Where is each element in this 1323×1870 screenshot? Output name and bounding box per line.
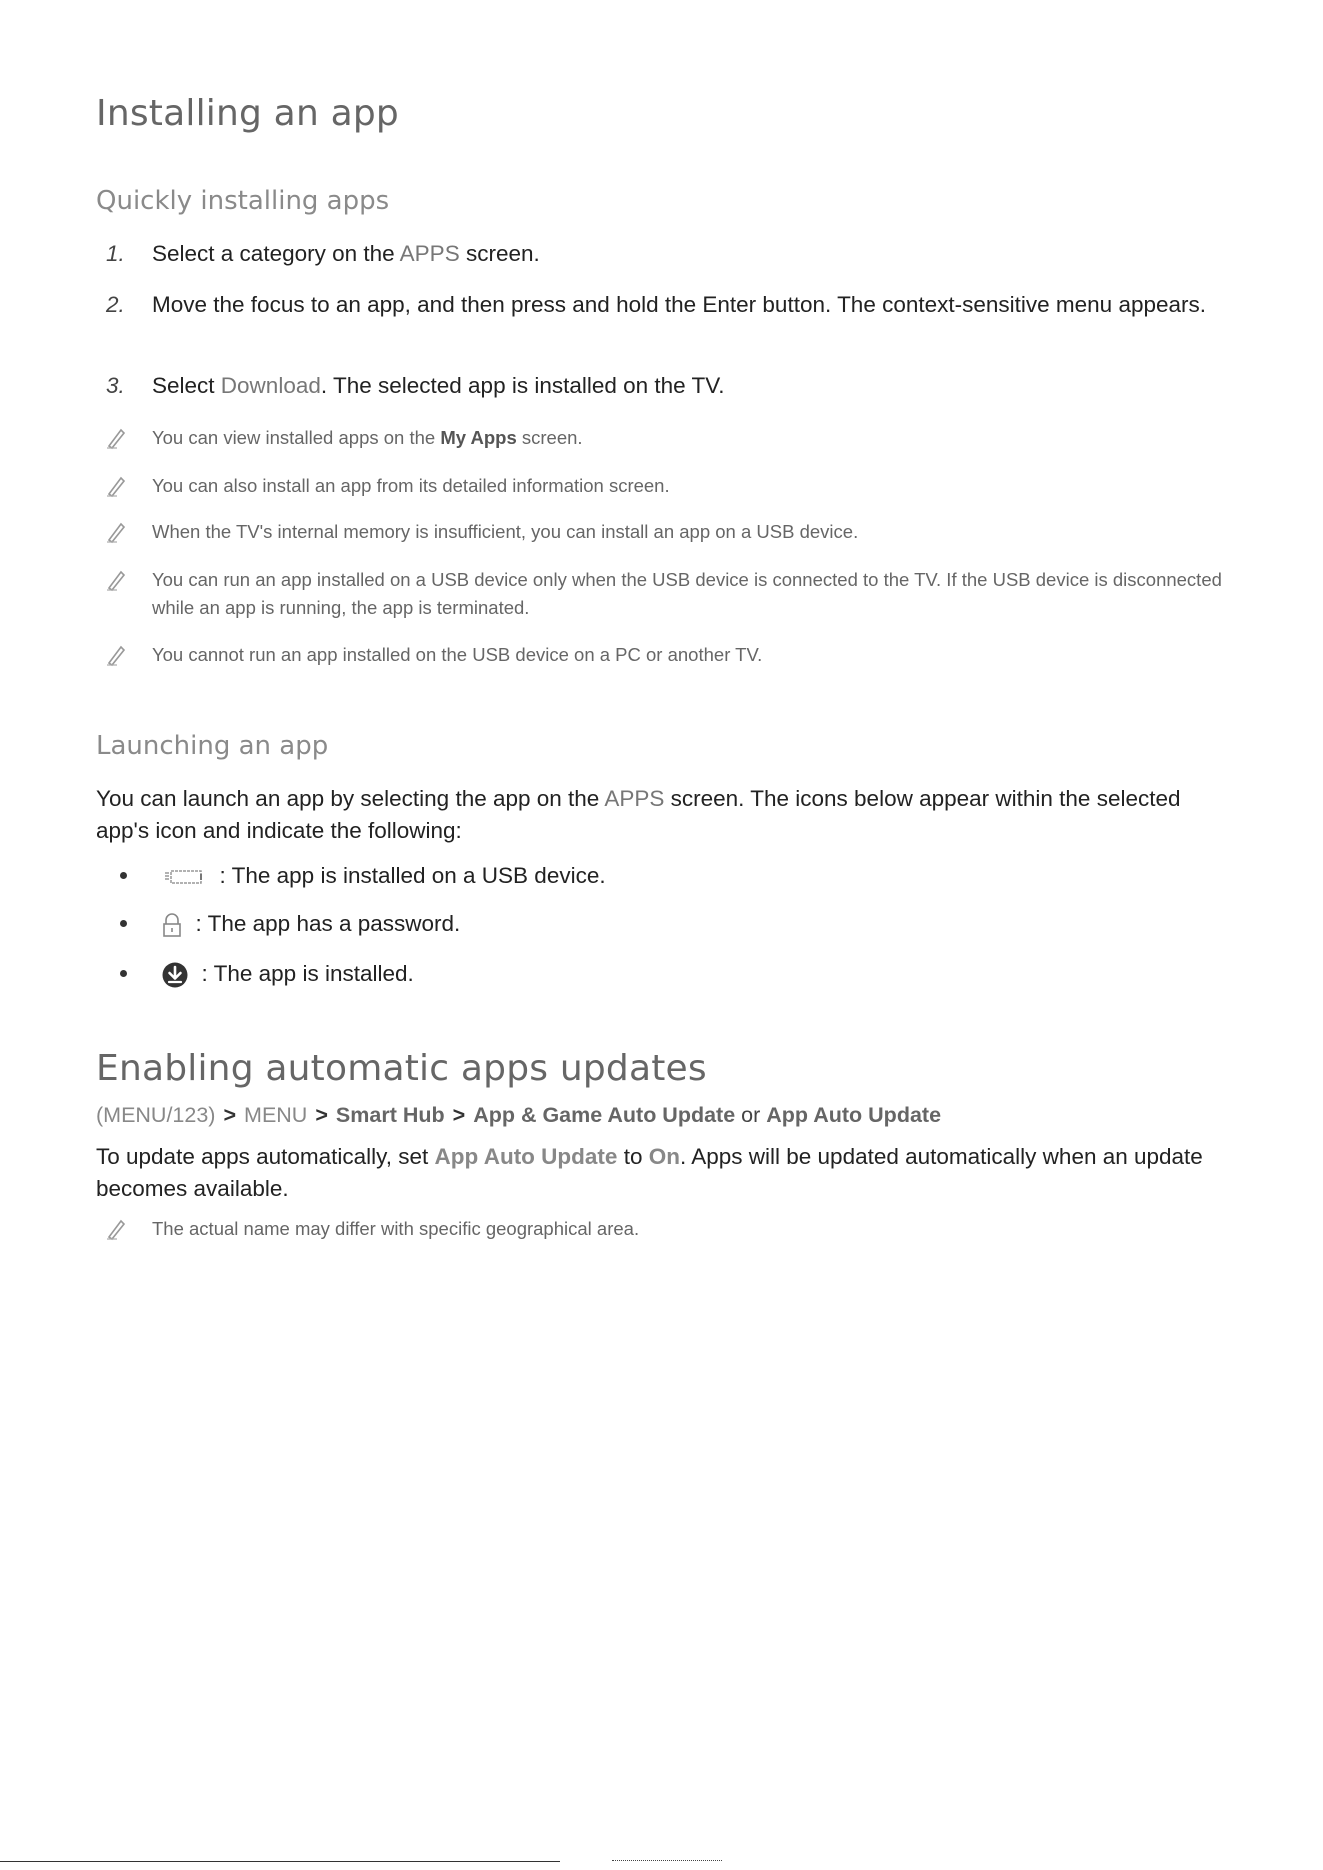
bullet-dot — [120, 970, 127, 977]
note-1: You can view installed apps on the My Apps screen. — [96, 424, 1236, 452]
bullet-dot — [120, 920, 127, 927]
note-3: When the TV's internal memory is insufficient, you can install an app on a USB device. — [96, 518, 1236, 546]
usb-icon — [161, 866, 207, 888]
on-term: On — [648, 1144, 680, 1169]
pencil-note-icon — [105, 1217, 127, 1241]
subheading-quick-install: Quickly installing apps — [96, 186, 390, 216]
pencil-note-icon — [105, 568, 127, 592]
section-title-auto-update: Enabling automatic apps updates — [96, 1048, 707, 1089]
bullet-usb: : The app is installed on a USB device. — [120, 860, 606, 892]
lock-icon — [161, 912, 183, 938]
footer-dotted-rule — [612, 1860, 722, 1862]
step-3: 3. Select Download. The selected app is installed on the TV. — [106, 373, 725, 398]
apps-term: APPS — [399, 241, 460, 266]
subheading-launching: Launching an app — [96, 731, 329, 761]
pencil-note-icon — [105, 643, 127, 667]
step-2: 2. Move the focus to an app, and then press and hold the Enter button. The context-sensitive menu appears. — [106, 292, 1207, 317]
step-1: 1. Select a category on the APPS screen. — [106, 241, 540, 266]
footer-rule — [0, 1861, 560, 1862]
launch-paragraph: You can launch an app by selecting the app on the APPS screen. The icons below appear within the selected app's icon and indicate the following: — [96, 786, 1181, 843]
pencil-note-icon — [105, 474, 127, 498]
bullet-installed: : The app is installed. — [120, 958, 414, 990]
note-5: You cannot run an app installed on the USB device on a PC or another TV. — [96, 641, 1236, 669]
note-2: You can also install an app from its detailed information screen. — [96, 472, 1236, 500]
pencil-note-icon — [105, 520, 127, 544]
download-icon — [161, 961, 189, 989]
bullet-lock: : The app has a password. — [120, 908, 460, 940]
note-geo: The actual name may differ with specific geographical area. — [96, 1215, 1236, 1243]
app-auto-update-term: App Auto Update — [434, 1144, 618, 1169]
my-apps-term: My Apps — [440, 427, 517, 448]
download-term: Download — [220, 373, 321, 398]
auto-update-paragraph: To update apps automatically, set App Auto Update to On. Apps will be updated automatically when an update becomes available. — [96, 1144, 1203, 1201]
note-4: You can run an app installed on a USB device only when the USB device is connected to the TV. If the USB device is disconnected while an app is running, the app is terminated. — [96, 566, 1236, 622]
section-title-installing: Installing an app — [96, 93, 399, 134]
menu-path: (MENU/123) > MENU > Smart Hub > App & Game Auto Update or App Auto Update — [96, 1103, 942, 1127]
apps-term: APPS — [604, 786, 665, 811]
pencil-note-icon — [105, 426, 127, 450]
bullet-dot — [120, 872, 127, 879]
